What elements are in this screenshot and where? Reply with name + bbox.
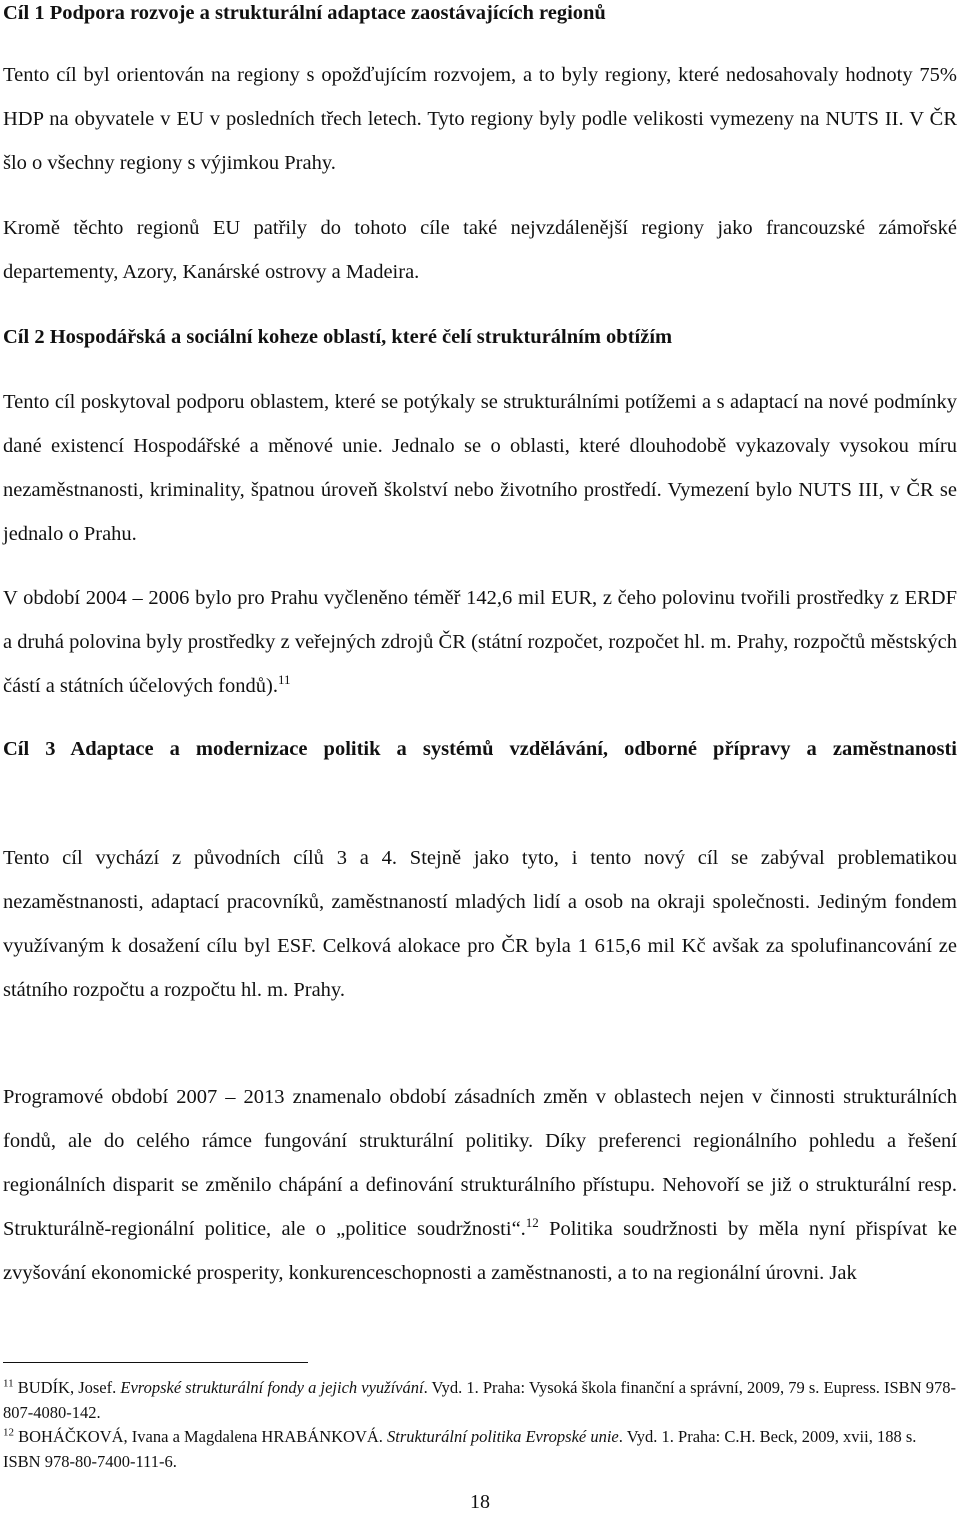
footnote-details: . Vyd. 1. Praha: C.H. Beck, 2009, xvii, 188 s. ISBN 978-80-7400-111-6. [3, 1427, 917, 1471]
footnote-title: Strukturální politika Evropské unie [387, 1427, 619, 1446]
paragraph-programming-period [3, 1075, 957, 1295]
footnote-separator [3, 1362, 308, 1363]
programming-period-text-a: Programové období 2007 – 2013 znamenalo období zásadních změn v oblastech nejen v činnosti strukturálních fondů, ale do celého rámce fungování strukturální politiky. Díky preferenci regionálního pohledu a řešení regionálních disparit se změnilo chápání a definování strukturálního přístupu. Nehovoří se již o strukturální resp. Strukturálně-regionální politice, ale o „politice soudržnosti“. [3, 1086, 957, 1240]
programming-period-text-b: Politika soudržnosti by měla nyní přispívat ke zvyšování ekonomické prosperity, konkurenceschopnosti a zaměstnanosti, a to na regionální úrovni. Jak [3, 1218, 957, 1284]
paragraph-cil-3-description: Tento cíl vychází z původních cílů 3 a 4. Stejně jako tyto, i tento nový cíl se zabýval problematikou nezaměstnanosti, adaptací pracovníků, zaměstnaností mladých lidí a osob na okraji společnosti. Jediným fondem využívaným k dosažení cílu byl ESF. Celková alokace pro ČR byla 1 615,6 mil Kč avšak za spolufinancování ze státního rozpočtu a rozpočtu hl. m. Prahy. [3, 847, 957, 1001]
page-number: 18 [470, 1491, 490, 1513]
prague-funding-text: V období 2004 – 2006 bylo pro Prahu vyčleněno téměř 142,6 mil EUR, z čeho polovinu tvořili prostředky z ERDF a druhá polovina byly prostředky z veřejných zdrojů ČR (státní rozpočet, rozpočet hl. m. Prahy, rozpočtů městských částí a státních účelových fondů). [3, 587, 957, 697]
footnote-details: . Vyd. 1. Praha: Vysoká škola finanční a správní, 2009, 79 s. Eupress. ISBN 978-807-4080-142. [3, 1378, 956, 1422]
footnote-title: Evropské strukturální fondy a jejich využívání [120, 1378, 424, 1397]
footnote-number: 11 [3, 1377, 14, 1390]
footnote-author: BUDÍK, Josef. [17, 1378, 121, 1397]
footnote-author: BOHÁČKOVÁ, Ivana a Magdalena HRABÁNKOVÁ. [18, 1427, 388, 1446]
footnote-number: 12 [3, 1426, 14, 1439]
footnote-reference-11: 11 [277, 672, 291, 688]
paragraph-cil-2-description: Tento cíl poskytoval podporu oblastem, které se potýkaly se strukturálními potížemi a s adaptací na nové podmínky dané existencí Hospodářské a měnové unie. Jednalo se o oblasti, které dlouhodobě vykazovaly vysokou míru nezaměstnanosti, kriminality, špatnou úroveň školství nebo životního prostředí. Vymezení bylo NUTS III, v ČR se jednalo o Prahu. [3, 391, 957, 545]
paragraph-prague-funding [3, 576, 957, 708]
footnote-11 [3, 1376, 957, 1425]
heading-cil-1: Cíl 1 Podpora rozvoje a strukturální adaptace zaostávajících regionů [3, 2, 606, 24]
heading-cil-3: Cíl 3 Adaptace a modernizace politik a systémů vzdělávání, odborné přípravy a zaměstnanosti [3, 738, 957, 760]
paragraph-outermost-regions: Kromě těchto regionů EU patřily do tohoto cíle také nejvzdálenější regiony jako francouzské zámořské departementy, Azory, Kanárské ostrovy a Madeira. [3, 217, 957, 283]
heading-cil-2: Cíl 2 Hospodářská a sociální koheze oblastí, které čelí strukturálním obtížím [3, 326, 673, 348]
footnote-reference-12: 12 [525, 1215, 539, 1231]
paragraph-cil-1-description: Tento cíl byl orientován na regiony s opožďujícím rozvojem, a to byly regiony, které nedosahovaly hodnoty 75% HDP na obyvatele v EU v posledních třech letech. Tyto regiony byly podle velikosti vymezeny na NUTS II. V ČR šlo o všechny regiony s výjimkou Prahy. [3, 64, 957, 174]
footnote-12 [3, 1425, 957, 1474]
